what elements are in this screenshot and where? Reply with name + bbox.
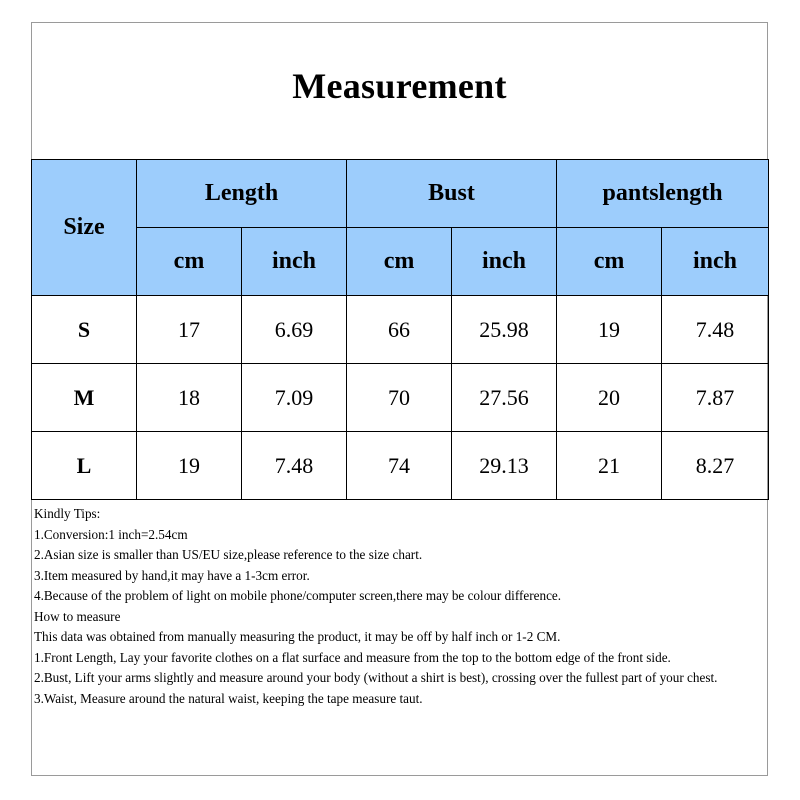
title-box xyxy=(32,23,767,161)
unit-header: cm xyxy=(557,228,662,296)
unit-header: inch xyxy=(662,228,769,296)
tip-line: 1.Front Length, Lay your favorite clothes on a flat surface and measure from the top to the bottom edge of the front side. xyxy=(34,649,671,665)
unit-header: inch xyxy=(242,228,347,296)
size-chart-sheet xyxy=(31,22,768,776)
table-cell: 6.69 xyxy=(242,296,347,364)
pantslength-header: pantslength xyxy=(557,160,769,228)
table-cell: 70 xyxy=(347,364,452,432)
table-cell: 7.48 xyxy=(242,432,347,500)
table-cell: 25.98 xyxy=(452,296,557,364)
table-cell: 7.87 xyxy=(662,364,769,432)
table-row xyxy=(32,296,769,364)
unit-header: inch xyxy=(452,228,557,296)
table-cell: 21 xyxy=(557,432,662,500)
table-cell: 19 xyxy=(557,296,662,364)
size-cell: S xyxy=(32,296,137,364)
header-row-groups xyxy=(32,160,769,228)
tip-line: 2.Asian size is smaller than US/EU size,please reference to the size chart. xyxy=(34,547,423,562)
tip-line: 3.Waist, Measure around the natural waist, keeping the tape measure taut. xyxy=(34,690,423,706)
table-cell: 27.56 xyxy=(452,364,557,432)
tips-section xyxy=(34,504,764,709)
table-cell: 19 xyxy=(137,432,242,500)
tip-line: 1.Conversion:1 inch=2.54cm xyxy=(34,526,188,542)
unit-header: cm xyxy=(137,228,242,296)
size-table xyxy=(31,159,769,500)
table-row xyxy=(32,432,769,500)
tip-line: 2.Bust, Lift your arms slightly and measure around your body (without a shirt is best), crossing over the fullest part of your chest. xyxy=(34,670,718,685)
length-header: Length xyxy=(137,160,347,228)
size-cell: M xyxy=(32,364,137,432)
table-cell: 18 xyxy=(137,364,242,432)
table-cell: 20 xyxy=(557,364,662,432)
table-cell: 74 xyxy=(347,432,452,500)
tip-line: 4.Because of the problem of light on mobile phone/computer screen,there may be colour difference. xyxy=(34,588,562,603)
size-cell: L xyxy=(32,432,137,500)
tip-line: 3.Item measured by hand,it may have a 1-3cm error. xyxy=(34,567,310,583)
tip-line: This data was obtained from manually measuring the product, it may be off by half inch or 1-2 CM. xyxy=(34,629,561,644)
how-to-measure-heading: How to measure xyxy=(34,608,121,624)
table-cell: 8.27 xyxy=(662,432,769,500)
table-row xyxy=(32,364,769,432)
header-row-units xyxy=(32,228,769,296)
table-cell: 66 xyxy=(347,296,452,364)
tips-heading: Kindly Tips: xyxy=(34,506,101,521)
unit-header: cm xyxy=(347,228,452,296)
bust-header: Bust xyxy=(347,160,557,228)
table-cell: 7.48 xyxy=(662,296,769,364)
size-header: Size xyxy=(32,160,137,296)
page-title: Measurement xyxy=(292,65,507,106)
table-cell: 17 xyxy=(137,296,242,364)
table-cell: 29.13 xyxy=(452,432,557,500)
table-cell: 7.09 xyxy=(242,364,347,432)
